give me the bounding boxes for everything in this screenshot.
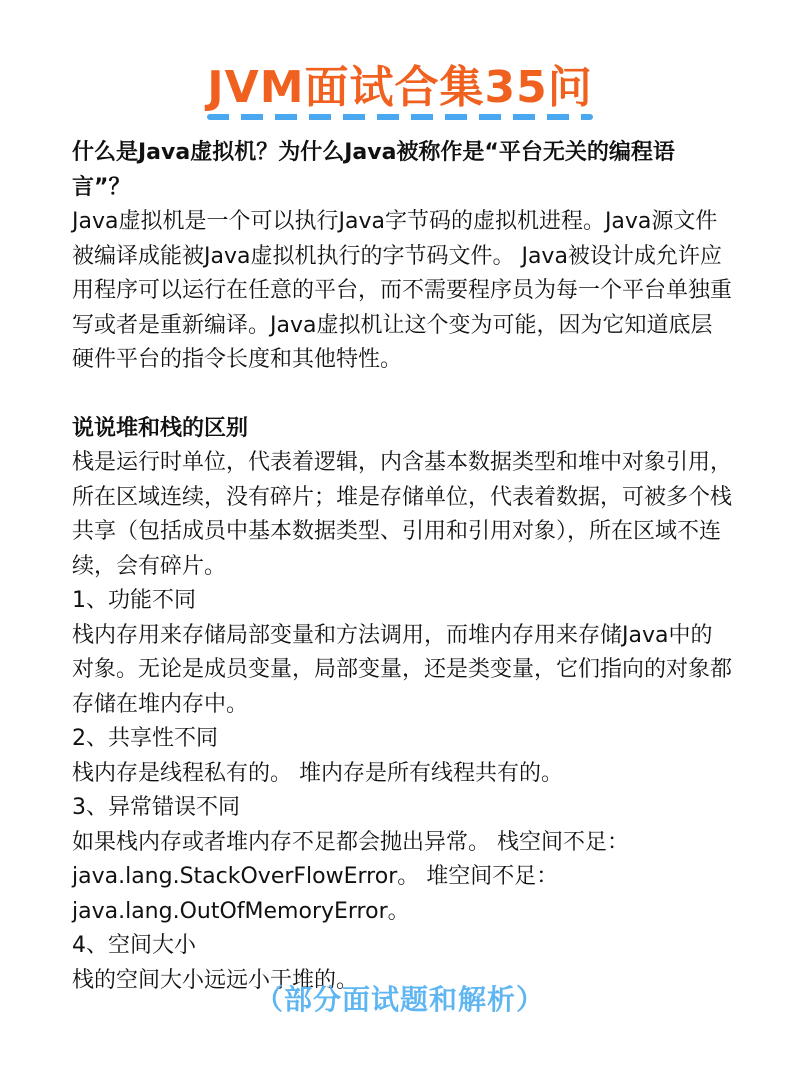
page-title-text: JVM面试合集35问 — [207, 62, 593, 113]
section-1-paragraph: Java虚拟机是一个可以执行Java字节码的虚拟机进程。Java源文件被编译成能被Java虚拟机执行的字节码文件。 Java被设计成允许应用程序可以运行在任意的平台，而不需要程序员为每一个平台单独重写或者是重新编译。Java虚拟机让这个变为可能，因为它知道底层硬件平台的指令长度和其他特性。 — [72, 209, 733, 372]
point-1-text: 栈内存用来存储局部变量和方法调用，而堆内存用来存储Java中的对象。无论是成员变量，局部变量，还是类变量，它们指向的对象都存储在堆内存中。 — [72, 622, 733, 717]
section-2-intro: 栈是运行时单位，代表着逻辑，内含基本数据类型和堆中对象引用，所在区域连续，没有碎片；堆是存储单位，代表着数据，可被多个栈共享（包括成员中基本数据类型、引用和引用对象），所在区域不连续，会有碎片。 — [72, 450, 733, 579]
point-3-text: 如果栈内存或者堆内存不足都会抛出异常。 栈空间不足：java.lang.StackOverFlowError。 堆空间不足：java.lang.OutOfMemoryError。 — [72, 829, 629, 924]
section-2-heading: 说说堆和栈的区别 — [72, 415, 249, 441]
title-dashed-underline — [207, 114, 592, 120]
section-1-heading: 什么是Java虚拟机？为什么Java被称作是“平台无关的编程语言”？ — [72, 140, 675, 200]
title-area — [0, 62, 800, 114]
article-body — [72, 136, 732, 998]
point-3-title: 3、异常错误不同 — [72, 795, 240, 820]
point-1-title: 1、功能不同 — [72, 588, 196, 613]
point-4-title: 4、空间大小 — [72, 933, 196, 958]
point-2-text: 栈内存是线程私有的。 堆内存是所有线程共有的。 — [72, 760, 563, 786]
point-4-text: 栈的空间大小远远小于堆的。 — [72, 967, 359, 993]
footer-area — [0, 980, 800, 1020]
point-2-title: 2、共享性不同 — [72, 726, 218, 751]
page-title — [207, 62, 592, 114]
footer-caption: （部分面试题和解析） — [254, 983, 545, 1016]
section-spacer — [72, 378, 732, 412]
